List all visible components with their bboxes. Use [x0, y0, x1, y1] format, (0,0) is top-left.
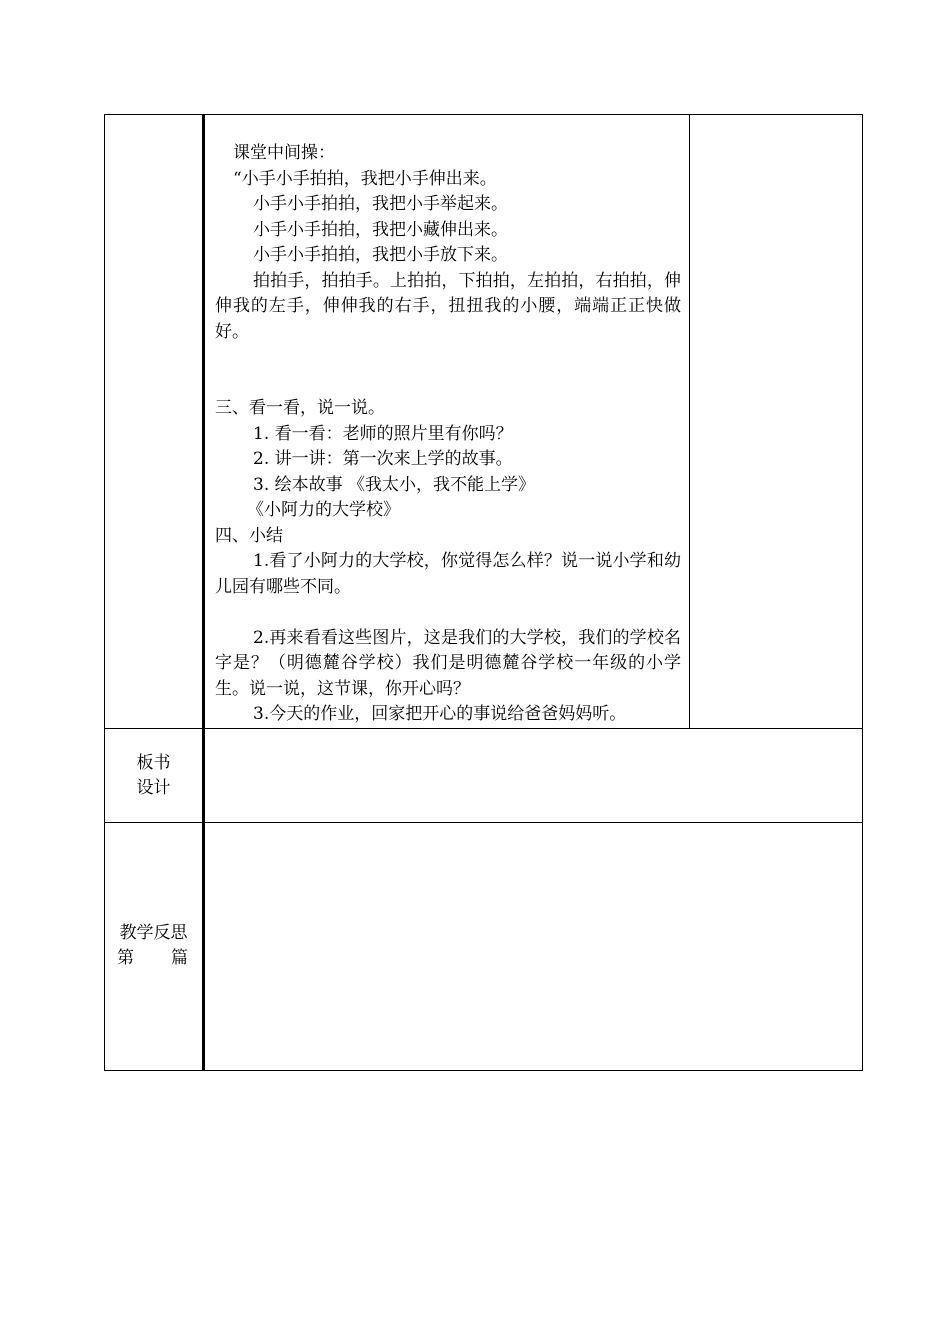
summary-3: 3.今天的作业，回家把开心的事说给爸爸妈妈听。	[253, 704, 627, 724]
lesson-plan-table	[104, 114, 863, 1071]
exercise-title: 课堂中间操：	[233, 143, 335, 163]
song-line-2: 小手小手拍拍，我把小手举起来。	[253, 194, 508, 214]
section3-title: 三、看一看，说一说。	[215, 398, 385, 418]
spacer	[215, 371, 681, 397]
activity-content-cell	[204, 115, 690, 729]
song-line-1: “小手小手拍拍，我把小手伸出来。	[233, 168, 497, 189]
clap-paragraph: 拍拍手，拍拍手。上拍拍，下拍拍，左拍拍，右拍拍，伸伸我的左手，伸伸我的右手，扭扭我的小腰，端端正正快做好。	[215, 270, 681, 342]
activity-row	[105, 115, 863, 729]
song-line-4: 小手小手拍拍，我把小手放下来。	[253, 245, 508, 265]
reflection-label-line2	[105, 946, 202, 971]
reflection-label-cell	[105, 822, 204, 1070]
activity-label-cell	[105, 115, 204, 729]
reflection-content-cell	[204, 822, 863, 1070]
reflection-label-left: 第	[117, 947, 134, 968]
board-design-label-line1: 板书	[136, 752, 171, 773]
reflection-row	[105, 822, 863, 1070]
section3-item-1: 1. 看一看：老师的照片里有你吗？	[253, 423, 513, 444]
activity-notes-cell	[690, 115, 863, 729]
board-design-label-cell	[105, 728, 204, 822]
spacer	[215, 600, 681, 626]
board-design-label-line2: 设计	[136, 777, 171, 798]
section3-book-2: 《小阿力的大学校》	[247, 500, 400, 520]
summary-1: 1.看了小阿力的大学校，你觉得怎么样？说一说小学和幼儿园有哪些不同。	[215, 551, 681, 597]
section4-title: 四、小结	[215, 525, 283, 546]
section3-item-3: 3. 绘本故事 《我太小，我不能上学》	[253, 474, 536, 495]
reflection-label-right: 篇	[171, 947, 188, 968]
reflection-label-line1: 教学反思	[119, 922, 188, 943]
spacer	[215, 345, 681, 371]
summary-2: 2.再来看看这些图片，这是我们的大学校，我们的学校名字是？（明德麓谷学校）我们是明德麓谷学校一年级的小学生。说一说，这节课，你开心吗？	[215, 627, 681, 699]
song-line-3: 小手小手拍拍，我把小藏伸出来。	[253, 219, 508, 240]
board-design-content-cell	[204, 728, 863, 822]
board-design-row	[105, 728, 863, 822]
section3-item-2: 2. 讲一讲：第一次来上学的故事。	[253, 449, 513, 469]
activity-content	[205, 115, 689, 728]
